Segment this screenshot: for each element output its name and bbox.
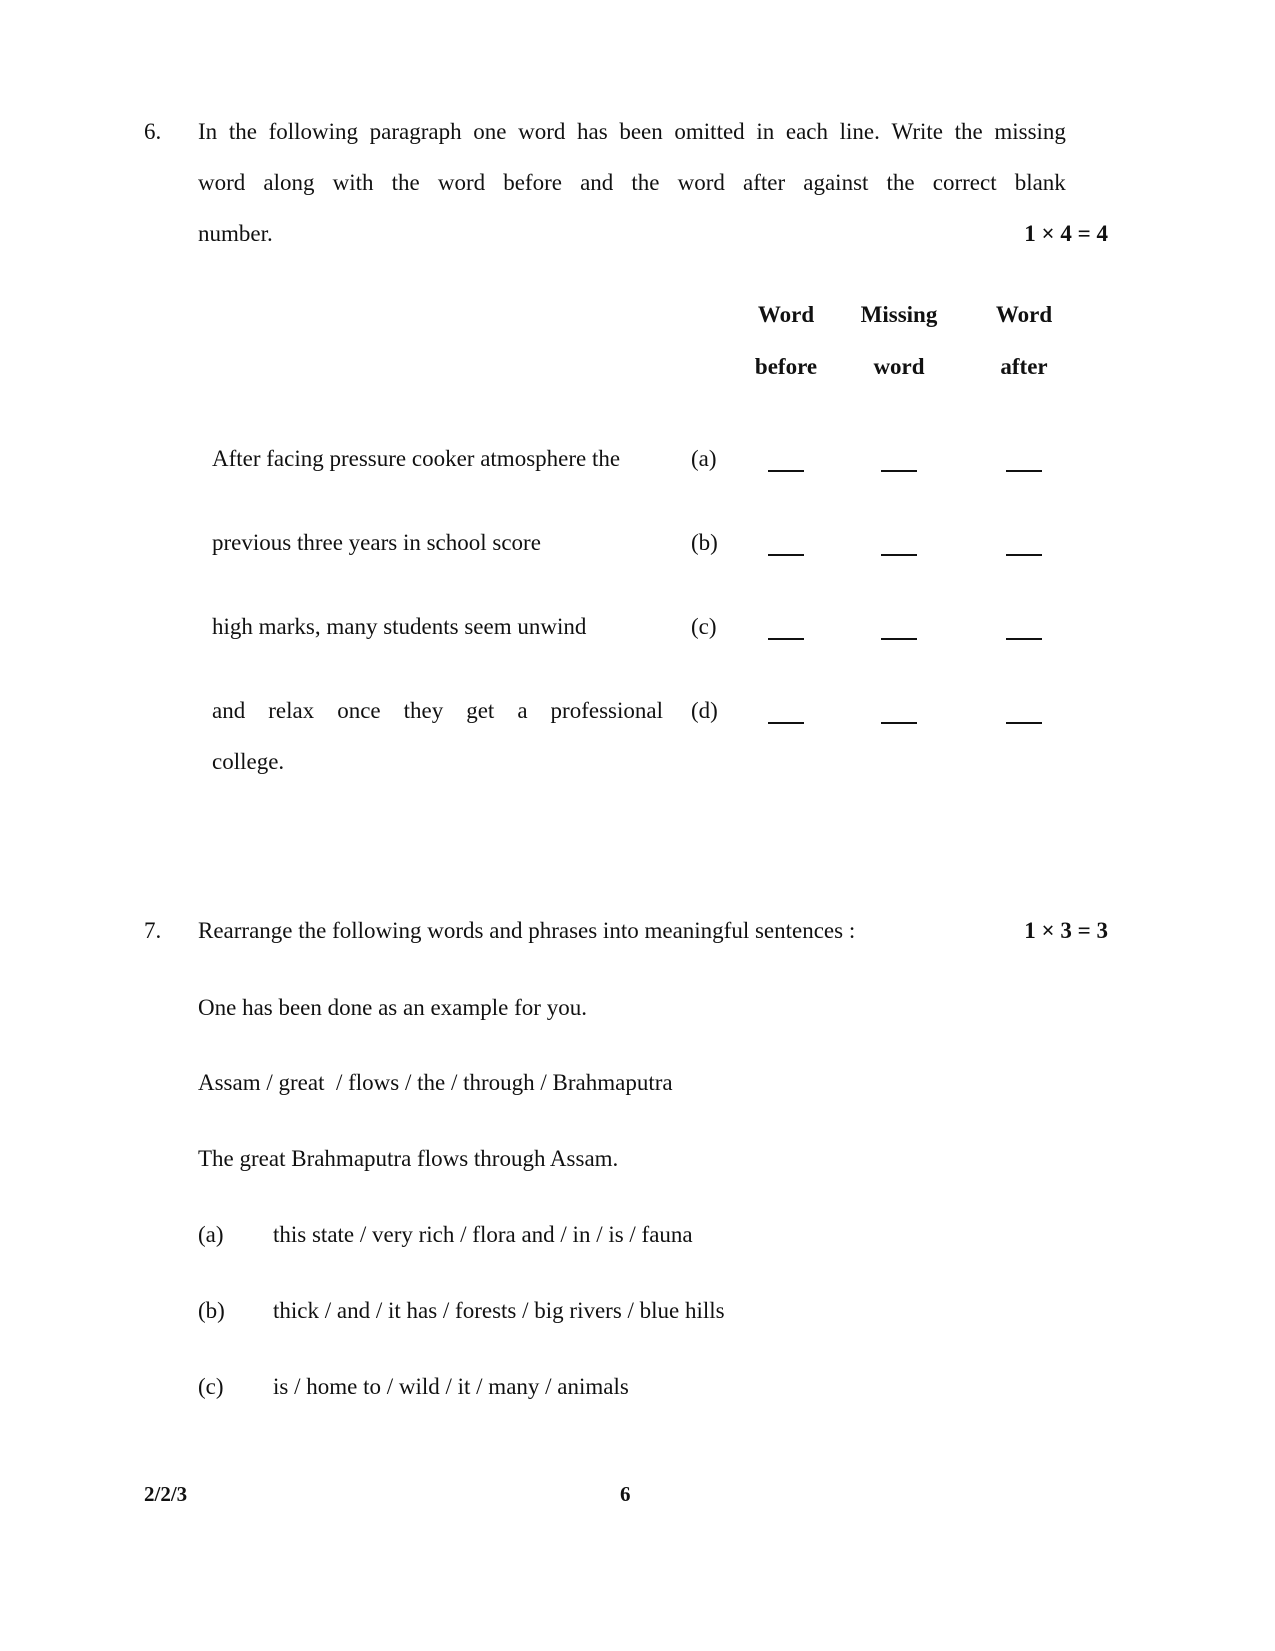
blank-a-word-before[interactable] — [768, 470, 804, 472]
example-answer: The great Brahmaputra flows through Assam. — [198, 1146, 619, 1171]
blank-b-word-before[interactable] — [768, 554, 804, 556]
question-6-instruction-line-3: number. — [198, 221, 273, 246]
item-label-b: (b) — [198, 1298, 225, 1323]
question-7-marks: 1 × 3 = 3 — [1024, 918, 1108, 943]
example-jumbled: Assam / great / flows / the / through / Brahmaputra — [198, 1070, 673, 1095]
blank-d-word-before[interactable] — [768, 722, 804, 724]
item-text-c: is / home to / wild / it / many / animals — [273, 1374, 629, 1399]
footer-code: 2/2/3 — [144, 1482, 188, 1506]
blank-d-word-after[interactable] — [1006, 722, 1042, 724]
row-label-b: (b) — [691, 530, 718, 555]
row-label-a: (a) — [691, 446, 717, 471]
blank-b-missing-word[interactable] — [881, 554, 917, 556]
blank-c-word-before[interactable] — [768, 638, 804, 640]
page-number: 6 — [620, 1482, 631, 1506]
paragraph-line-d-continuation: college. — [212, 749, 285, 774]
question-7-instruction: Rearrange the following words and phrases into meaningful sentences : — [198, 918, 856, 943]
item-text-a: this state / very rich / flora and / in / is / fauna — [273, 1222, 693, 1247]
question-6-instruction-line-2: word along with the word before and the word after against the correct blank — [198, 170, 1066, 195]
blank-c-word-after[interactable] — [1006, 638, 1042, 640]
item-label-a: (a) — [198, 1222, 224, 1247]
question-6-number: 6. — [144, 119, 162, 144]
blank-b-word-after[interactable] — [1006, 554, 1042, 556]
blank-c-missing-word[interactable] — [881, 638, 917, 640]
paragraph-line-c: high marks, many students seem unwind — [212, 614, 587, 639]
blank-a-word-after[interactable] — [1006, 470, 1042, 472]
item-text-b: thick / and / it has / forests / big rivers / blue hills — [273, 1298, 725, 1323]
blank-d-missing-word[interactable] — [881, 722, 917, 724]
paragraph-line-b: previous three years in school score — [212, 530, 541, 555]
row-label-d: (d) — [691, 698, 718, 723]
row-label-c: (c) — [691, 614, 717, 639]
paragraph-line-a: After facing pressure cooker atmosphere the — [212, 446, 621, 471]
question-6-marks: 1 × 4 = 4 — [1024, 221, 1108, 246]
column-header-missing-word: Missing word — [860, 302, 938, 379]
column-header-word-after: Word after — [995, 302, 1053, 379]
paragraph-line-d: and relax once they get a professional — [212, 698, 663, 723]
blank-a-missing-word[interactable] — [881, 470, 917, 472]
column-header-word-before: Word before — [754, 302, 818, 379]
question-6-instruction-line-1: In the following paragraph one word has been omitted in each line. Write the missing — [198, 119, 1066, 144]
item-label-c: (c) — [198, 1374, 224, 1399]
example-intro: One has been done as an example for you. — [198, 995, 587, 1020]
question-7-number: 7. — [144, 918, 162, 943]
